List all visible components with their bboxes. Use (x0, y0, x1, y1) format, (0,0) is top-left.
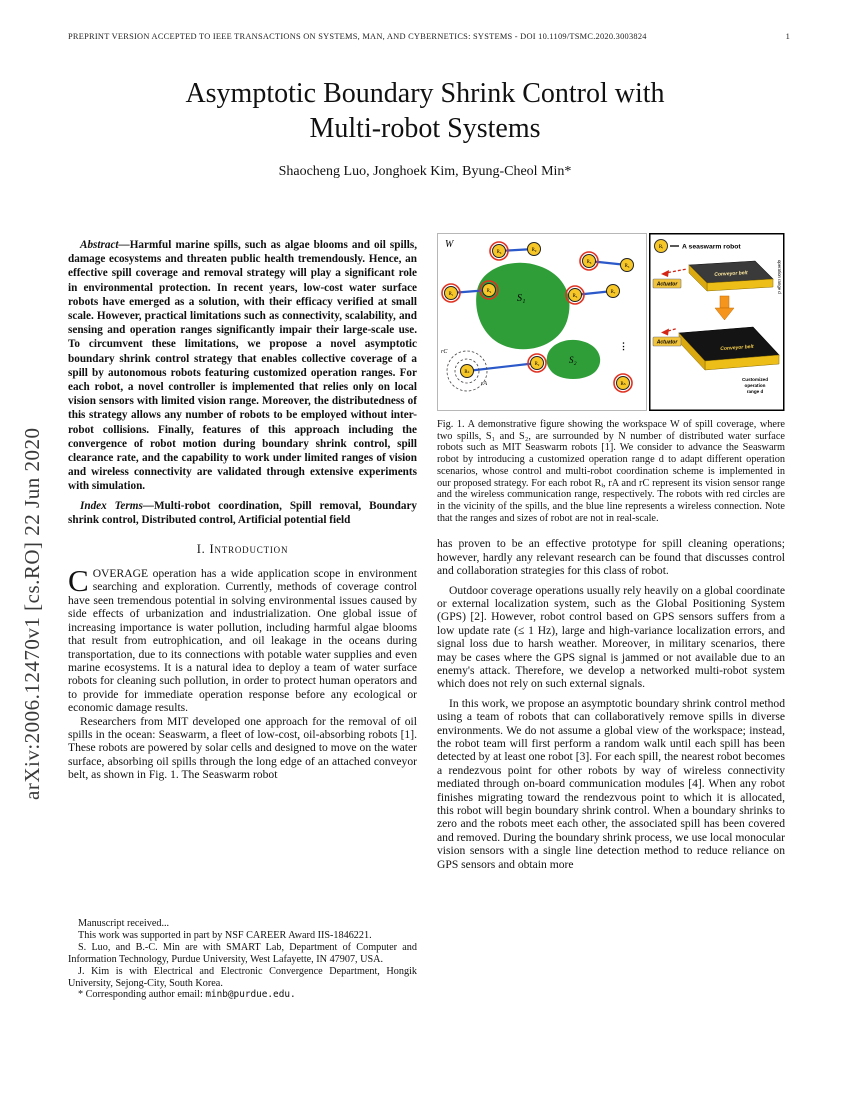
actuator-1-label: Actuator (656, 281, 678, 288)
svg-text:R₂: R₂ (534, 361, 540, 367)
svg-text:R₄: R₄ (486, 288, 492, 294)
comm-range-label: rC (441, 349, 448, 355)
intro-paragraph-1 (68, 563, 417, 715)
header-text: PREPRINT VERSION ACCEPTED TO IEEE TRANSACTIONS ON SYSTEMS, MAN, AND CYBERNETICS: SYSTEMS - DOI 10.1109/TSMC.2020.3003824 (68, 32, 647, 41)
svg-text:R₅: R₅ (572, 293, 578, 299)
actuator-2-label: Actuator (656, 339, 678, 346)
title-line2: Multi-robot Systems (309, 113, 541, 144)
operation-range-label: operation range d (777, 260, 782, 294)
arxiv-watermark: arXiv:2006.12470v1 [cs.RO] 22 Jun 2020 (20, 427, 44, 800)
figure-1 (437, 233, 785, 524)
page-number: 1 (785, 32, 790, 41)
authors: Shaocheng Luo, Jonghoek Kim, Byung-Cheol Min* (278, 164, 572, 179)
index-terms-text: Multi-robot coordination, Spill removal, Boundary shrink control, Distributed control, Artificial potential field (68, 499, 417, 526)
spill-s2-label: S₂ (569, 355, 577, 365)
paper-title (0, 76, 850, 146)
robot-r9 (528, 243, 541, 256)
right-column (437, 233, 785, 871)
footnote-corresponding (68, 989, 417, 1001)
svg-text:Customized: Customized (741, 377, 769, 382)
intro-paragraph-1-text: OVERAGE operation has a wide application scope in environment searching and exploration. Currently, methods of coverage control have seen tremendous potential in solving environmental issues caused by side effects of urbanization and industrialization. One global issue of increasing importance is water pollution, including harmful algae blooms that result from eutrophication, and oil leakage in the oceans during transportation, due to its connections with potable water supplies and even marine ecosystems. It is a natural idea to deploy a team of water surface robots for cleaning such pollution, in order to protect human operators and to provide for immediate operation response before any ecological or economic damage results. (68, 567, 417, 715)
svg-text:Rₙ: Rₙ (620, 381, 626, 387)
footnote-corresponding-prefix: * Corresponding author email: (78, 989, 206, 1001)
vision-range-label: rA (481, 381, 487, 387)
section-heading-introduction: I. Introduction (196, 542, 289, 557)
robot-r1 (442, 284, 460, 302)
workspace-label: W (445, 239, 454, 250)
spill-s1-label: S₁ (517, 293, 526, 304)
legend-title: A seaswarm robot (682, 243, 741, 251)
footnote-affiliation-1: S. Luo, and B.-C. Min are with SMART Lab, Department of Computer and Information Technology, Purdue University, West Lafayette, IN 47907, USA. (68, 941, 417, 965)
svg-text:R₃: R₃ (624, 263, 630, 269)
robot-r8 (580, 252, 598, 270)
left-column (68, 238, 417, 782)
svg-text:R₈: R₈ (586, 259, 592, 265)
svg-text:range d: range d (746, 389, 764, 394)
corresponding-email[interactable]: minb@purdue.edu. (205, 989, 296, 1001)
footnote-block (68, 918, 417, 1001)
right-paragraph-1: has proven to be an effective prototype for spill cleaning operations; however, hardly any relevant research can be found that discusses control and collaboration strategies for this class of robot. (437, 537, 785, 578)
index-terms-lead: Index Terms— (80, 499, 154, 512)
footnote-affiliation-2: J. Kim is with Electrical and Electronic Convergence Department, Hongik University, Sejong-City, South Korea. (68, 965, 417, 989)
title-line1: Asymptotic Boundary Shrink Control with (185, 78, 665, 109)
figure-1-image (437, 233, 785, 411)
robot-r2 (528, 354, 546, 372)
index-terms (68, 499, 417, 527)
robot-rk (461, 365, 474, 378)
svg-text:R₆: R₆ (496, 249, 502, 255)
svg-text:R₇: R₇ (610, 289, 616, 295)
footnote-manuscript: Manuscript received... (78, 918, 170, 929)
right-paragraph-2: Outdoor coverage operations usually rely heavily on a global coordinate or external localization system, such as the Global Positioning System (GPS) [2]. However, robot control based on GPS sensors suffers from a low update rate (≤ 1 Hz), large and high-variance localization errors, and signal loss due to harsh weather. Moreover, in military scenarios, there may be cases where the GPS signal is jammed or not available due to an enemy's attack. Therefore, we develop a networked multi-robot system which does not rely on such external signals. (437, 583, 785, 691)
right-paragraph-3: In this work, we propose an asymptotic boundary shrink control method using a team of robots that can collaboratively remove spills in diverse environments. We do not assume a global view of the workspace; instead, the robot team will first perform a random walk until each spill has been detected by at least one robot [3]. For each spill, the nearest robot becomes a rendezvous point for other robots by way of wireless connectivity mediated through on-board communication modules [4]. When any robot finishes migrating toward the rendezvous point to which it is allocated, this robot will begin boundary shrink control. When a boundary shrinks to zero and the robots meet each other, the associated spill has been covered and removed. During the boundary shrink process, we use local monocular vision sensors with a single line detection method to reduce reliance on GPS sensors and obtain more (437, 696, 785, 871)
robot-r6 (490, 242, 508, 260)
figure-1-caption: Fig. 1. A demonstrative figure showing the workspace W of spill coverage, where two spills, S₁ and S₂, are surrounded by N number of distributed water surface robots such as MIT Seaswarm robots [1]. We consider to advance the Seaswarm robot by introducing a customized operation range d to adapt different operation scenarios, whose control and multi-robot coordination scheme is implemented in our proposed strategy. For each robot Rᵢ, rA and rC represent its vision sensor range and the wireless communication range, respectively. The robots with red circles are in the vicinity of the spills, and the blue line represents a wireless connection. Note that the ranges and sizes of robot are not in real-scale. (437, 419, 785, 524)
robot-r5 (566, 286, 584, 304)
ellipsis-dots: ⋮ (619, 341, 628, 351)
running-header (68, 32, 790, 41)
svg-text:operation: operation (744, 383, 766, 388)
robot-r7 (607, 285, 620, 298)
conveyor-belt-1-label: Conveyor belt (714, 270, 748, 278)
abstract (68, 238, 417, 494)
svg-text:Rₖ: Rₖ (464, 369, 470, 375)
footnote-funding: This work was supported in part by NSF CAREER Award IIS-1846221. (78, 929, 372, 941)
conveyor-belt-2-label: Conveyor belt (720, 343, 754, 353)
svg-text:R₉: R₉ (531, 247, 537, 253)
robot-r4 (480, 281, 498, 299)
svg-text:R₁: R₁ (448, 291, 454, 297)
intro-paragraph-2: Researchers from MIT developed one approach for the removal of oil spills in the ocean: Seaswarm, a fleet of low-cost, oil-absorbing robots [1]. These robots are powered by solar cells and designed to move on the water surface, absorbing oil spills through the long edge of an attached conveyor belt, as shown in Fig. 1. The Seaswarm robot (68, 714, 417, 782)
abstract-lead: Abstract— (80, 239, 130, 251)
abstract-text: Harmful marine spills, such as algae blooms and oil spills, damage ecosystems and threaten public health tremendously. Hence, an effective spill coverage and removal strategy will play a significant role in environmental protection. In recent years, low-cost water surface robots have emerged as a solution, with their efficacy verified at small scale. However, practical limitations such as connectivity, scalability, and sensing and operation ranges significantly impair their large-scale use. To circumvent these limitations, we propose a novel asymptotic boundary shrink control strategy that enables collective coverage of a spill by autonomous robots featuring customized operation ranges. For each robot, a novel controller is implemented that relies only on local vision sensors with limited vision range. Moreover, the distributedness of this strategy allows any number of robots to be employed without inter-robot collisions. Finally, features of this approach including the convergence of robot motion during boundary shrink control, spill clearance rate, and the capability to work under limited ranges of vision and wireless connectivity are validated through extensive experiments with simulation. (68, 239, 417, 493)
robot-r3 (621, 259, 634, 272)
robot-rn (614, 374, 632, 392)
spill-s1 (476, 263, 569, 350)
drop-cap: C (68, 563, 89, 599)
legend-robot-label: Rᵢ (658, 245, 664, 250)
